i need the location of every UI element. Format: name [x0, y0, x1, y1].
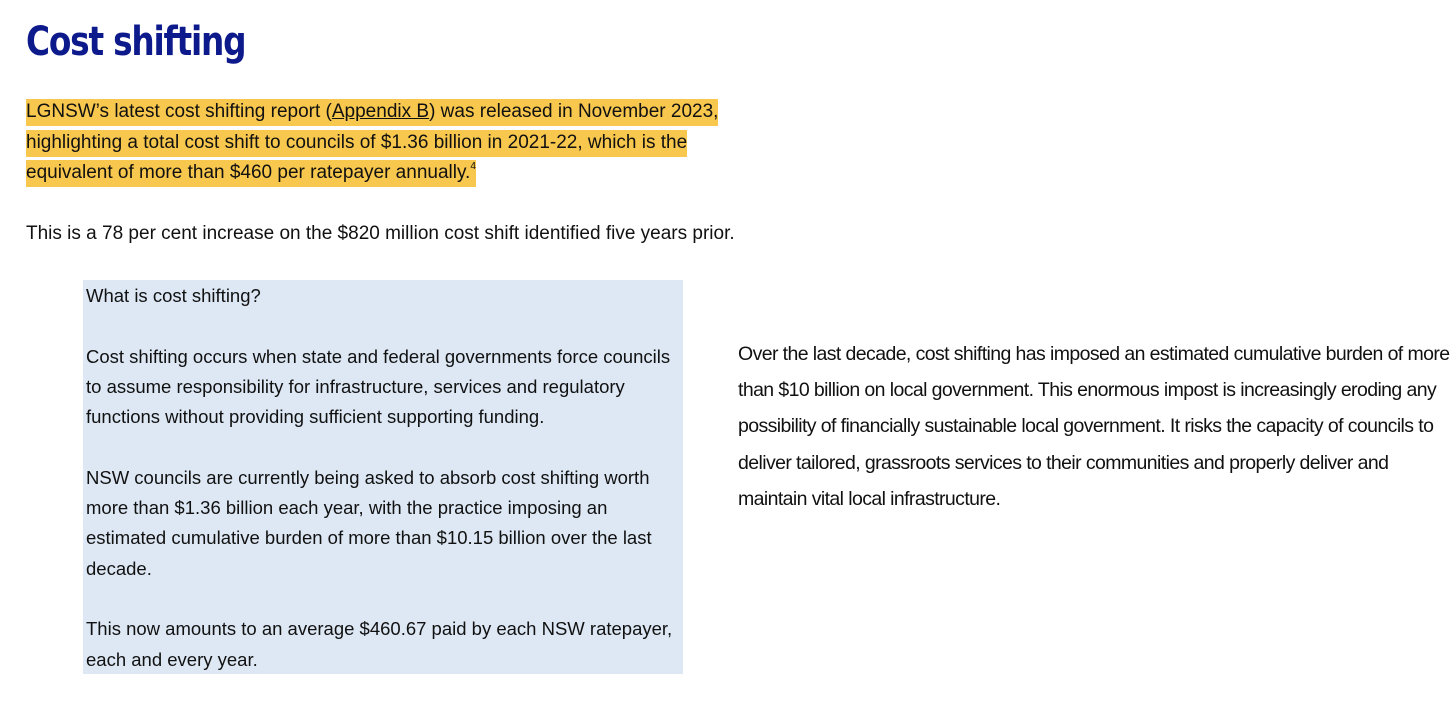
footnote-marker[interactable]: 4: [470, 161, 476, 172]
callout-paragraph: Cost shifting occurs when state and federal governments force councils to assume responsibility for infrastructure, services and regulatory functions without providing sufficient supporting funding.: [86, 345, 671, 428]
callout-box: [83, 280, 683, 674]
callout-paragraph: This now amounts to an average $460.67 paid by each NSW ratepayer, each and every year.: [86, 618, 673, 670]
page-title: Cost shifting: [26, 19, 246, 65]
callout-heading: What is cost shifting?: [86, 285, 261, 306]
side-paragraph: Over the last decade, cost shifting has imposed an estimated cumulative burden of more than $10 billion on local government. This enormous impost is increasingly eroding any possibility of financially sustainable local government. It risks the capacity of councils to deliver tailored, grassroots services to their communities and properly deliver and maintain vital local infrastructure.: [738, 343, 1450, 510]
highlight-text-before-link: LGNSW’s latest cost shifting report (: [26, 101, 332, 122]
increase-paragraph: This is a 78 per cent increase on the $820 million cost shift identified five years prior.: [26, 223, 735, 244]
callout-paragraph: NSW councils are currently being asked to absorb cost shifting worth more than $1.36 billion each year, with the practice imposing an estimated cumulative burden of more than $10.15 billion over the last decade.: [86, 466, 652, 579]
highlight-text-after-link: ) was released in November 2023, highlighting a total cost shift to councils of $1.36 billion in 2021-22, which is the equivalent of more than $460 per ratepayer annually.: [26, 101, 719, 183]
appendix-b-link[interactable]: Appendix B: [331, 101, 430, 122]
highlighted-paragraph: [26, 97, 746, 189]
highlight-span: [26, 99, 718, 187]
